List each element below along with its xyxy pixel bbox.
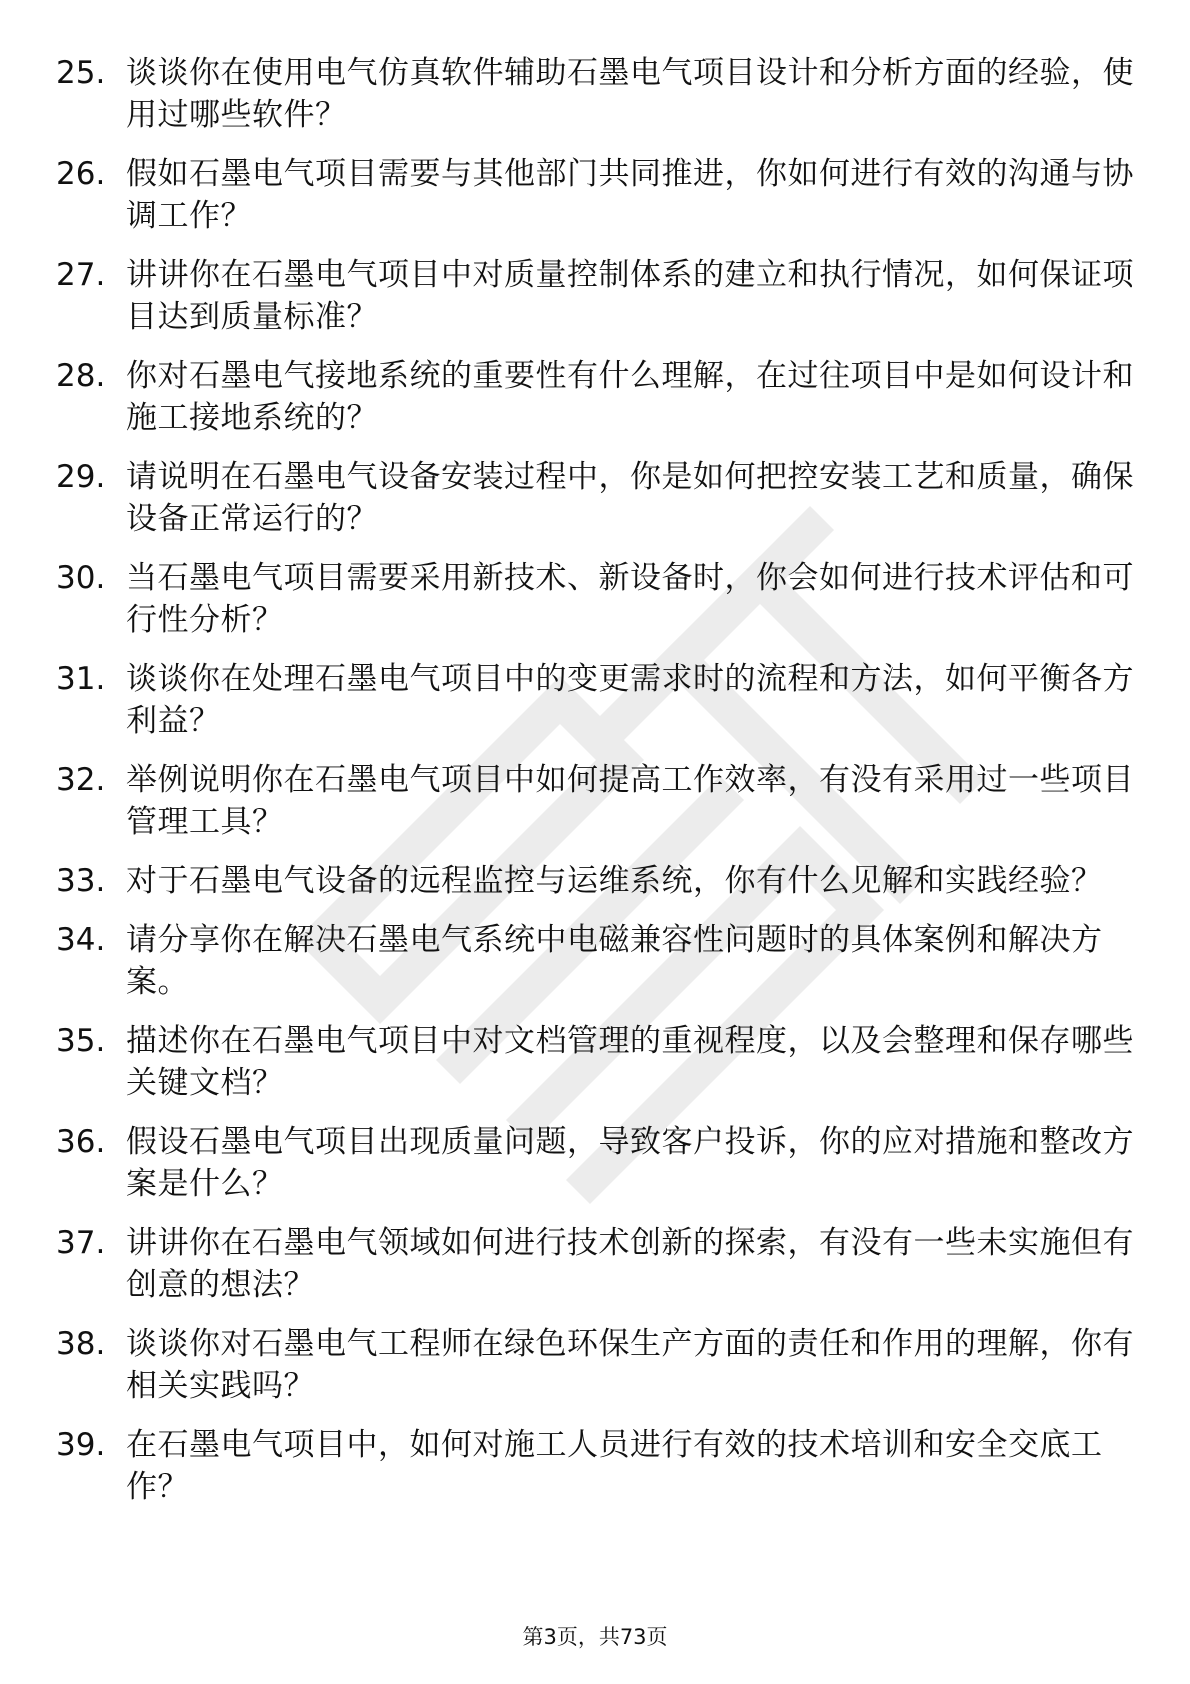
question-text: 谈谈你在处理石墨电气项目中的变更需求时的流程和方法，如何平衡各方利益？ — [126, 661, 1134, 739]
question-item — [56, 1020, 1136, 1104]
question-number: 36. — [56, 1124, 106, 1160]
question-number: 25. — [56, 55, 106, 91]
question-number: 28. — [56, 358, 106, 394]
page-footer — [0, 1622, 1190, 1652]
question-text: 举例说明你在石墨电气项目中如何提高工作效率，有没有采用过一些项目管理工具？ — [126, 762, 1134, 840]
question-item — [56, 254, 1136, 338]
question-item — [56, 1424, 1136, 1508]
question-item — [56, 860, 1136, 902]
question-number: 30. — [56, 560, 106, 596]
question-number: 33. — [56, 863, 106, 899]
question-text: 谈谈你在使用电气仿真软件辅助石墨电气项目设计和分析方面的经验，使用过哪些软件？ — [126, 55, 1134, 133]
question-number: 32. — [56, 762, 106, 798]
question-number: 27. — [56, 257, 106, 293]
question-number: 35. — [56, 1023, 106, 1059]
question-number: 39. — [56, 1427, 106, 1463]
question-text: 讲讲你在石墨电气领域如何进行技术创新的探索，有没有一些未实施但有创意的想法？ — [126, 1225, 1134, 1303]
question-item — [56, 759, 1136, 843]
question-item — [56, 1222, 1136, 1306]
question-item — [56, 919, 1136, 1003]
question-item — [56, 52, 1136, 136]
question-item — [56, 153, 1136, 237]
question-text: 讲讲你在石墨电气项目中对质量控制体系的建立和执行情况，如何保证项目达到质量标准？ — [126, 257, 1134, 335]
question-text: 请说明在石墨电气设备安装过程中，你是如何把控安装工艺和质量，确保设备正常运行的？ — [126, 459, 1134, 537]
question-text: 描述你在石墨电气项目中对文档管理的重视程度，以及会整理和保存哪些关键文档？ — [126, 1023, 1134, 1101]
page-number-label: 第3页，共73页 — [522, 1625, 668, 1649]
question-text: 当石墨电气项目需要采用新技术、新设备时，你会如何进行技术评估和可行性分析？ — [126, 560, 1134, 638]
question-text: 假设石墨电气项目出现质量问题，导致客户投诉，你的应对措施和整改方案是什么？ — [126, 1124, 1134, 1202]
question-list — [56, 52, 1136, 1525]
question-number: 29. — [56, 459, 106, 495]
question-item — [56, 557, 1136, 641]
question-text: 在石墨电气项目中，如何对施工人员进行有效的技术培训和安全交底工作？ — [126, 1427, 1103, 1505]
question-text: 假如石墨电气项目需要与其他部门共同推进，你如何进行有效的沟通与协调工作？ — [126, 156, 1134, 234]
question-number: 37. — [56, 1225, 106, 1261]
question-number: 31. — [56, 661, 106, 697]
question-number: 38. — [56, 1326, 106, 1362]
question-number: 34. — [56, 922, 106, 958]
question-number: 26. — [56, 156, 106, 192]
question-item — [56, 658, 1136, 742]
question-text: 请分享你在解决石墨电气系统中电磁兼容性问题时的具体案例和解决方案。 — [126, 922, 1103, 1000]
question-item — [56, 1121, 1136, 1205]
question-item — [56, 456, 1136, 540]
question-text: 你对石墨电气接地系统的重要性有什么理解，在过往项目中是如何设计和施工接地系统的？ — [126, 358, 1134, 436]
question-text: 对于石墨电气设备的远程监控与运维系统，你有什么见解和实践经验？ — [126, 863, 1103, 899]
question-text: 谈谈你对石墨电气工程师在绿色环保生产方面的责任和作用的理解，你有相关实践吗？ — [126, 1326, 1134, 1404]
question-item — [56, 355, 1136, 439]
question-item — [56, 1323, 1136, 1407]
